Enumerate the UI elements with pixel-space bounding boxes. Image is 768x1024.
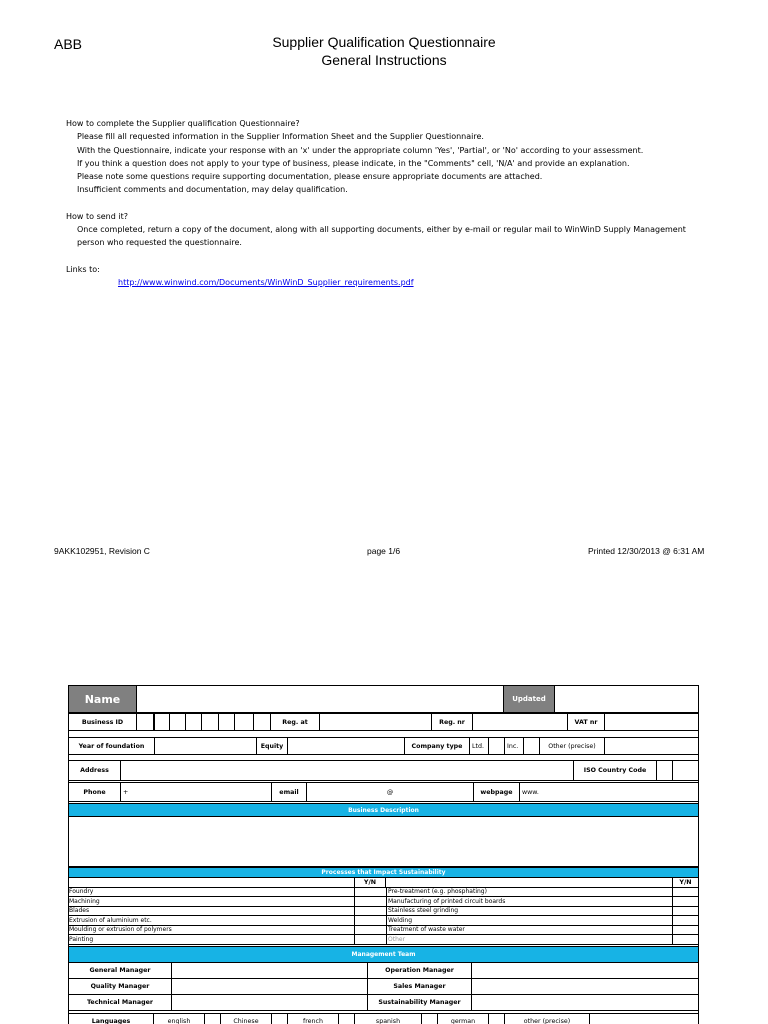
equity-label: Equity — [256, 737, 288, 755]
business-id-digit[interactable] — [185, 713, 202, 731]
page-number: page 1/6 — [367, 546, 401, 556]
language-french-check[interactable] — [338, 1013, 355, 1024]
process-yn-cell[interactable] — [672, 916, 699, 926]
updated-label: Updated — [503, 685, 555, 713]
language-other-field[interactable] — [589, 1013, 699, 1024]
email-field[interactable]: @ — [306, 782, 474, 802]
language-english-check[interactable] — [204, 1013, 221, 1024]
language-chinese-check[interactable] — [271, 1013, 288, 1024]
process-item: Welding — [386, 916, 673, 926]
company-type-inc[interactable]: Inc. — [504, 737, 524, 755]
instruction-line: If you think a question does not apply to your type of business, please indicate, in the "Comments" cell, 'N/A' and provide an explanation. — [77, 158, 630, 168]
company-type-other-field[interactable] — [604, 737, 699, 755]
process-yn-cell[interactable] — [672, 906, 699, 916]
year-of-foundation-field[interactable] — [154, 737, 257, 755]
business-id-digit[interactable] — [169, 713, 186, 731]
instruction-line: Please fill all requested information in the Supplier Information Sheet and the Supplier Questionnaire. — [77, 132, 484, 142]
business-description-header: Business Description — [68, 803, 699, 817]
management-team-header: Management Team — [68, 946, 699, 963]
phone-field[interactable]: + — [120, 782, 272, 802]
process-yn-cell[interactable] — [354, 925, 386, 935]
business-id-digit[interactable] — [201, 713, 219, 731]
business-id-digit[interactable] — [234, 713, 254, 731]
process-item: Pre-treatment (e.g. phosphating) — [386, 887, 673, 897]
address-label: Address — [68, 760, 121, 781]
sales-manager-field[interactable] — [471, 978, 699, 995]
process-yn-cell[interactable] — [354, 906, 386, 916]
processes-left-yn-header: Y/N — [354, 877, 386, 888]
printed-date: Printed 12/30/2013 @ 6:31 AM — [588, 546, 705, 556]
year-of-foundation-label: Year of foundation — [68, 737, 155, 755]
language-spanish[interactable]: spanish — [354, 1013, 422, 1024]
quality-manager-field[interactable] — [171, 978, 368, 995]
vat-nr-field[interactable] — [604, 713, 699, 731]
supplier-information-form — [68, 685, 699, 1024]
process-item: Moulding or extrusion of polymers — [68, 925, 355, 935]
company-type-ltd[interactable]: Ltd. — [469, 737, 489, 755]
links-label: Links to: — [66, 264, 100, 274]
page-title: Supplier Qualification Questionnaire — [272, 34, 496, 50]
page-subtitle: General Instructions — [321, 52, 447, 68]
process-yn-cell[interactable] — [354, 897, 386, 907]
process-yn-cell[interactable] — [354, 887, 386, 897]
phone-label: Phone — [68, 782, 121, 802]
updated-field[interactable] — [554, 685, 699, 713]
technical-manager-label: Technical Manager — [68, 994, 172, 1011]
sustainability-manager-label: Sustainability Manager — [367, 994, 472, 1011]
technical-manager-field[interactable] — [171, 994, 368, 1011]
instructions-question-send: How to send it? — [66, 211, 128, 221]
business-id-label: Business ID — [68, 713, 137, 731]
webpage-label: webpage — [473, 782, 520, 802]
process-item: Blades — [68, 906, 355, 916]
equity-field[interactable] — [287, 737, 405, 755]
process-yn-cell[interactable] — [354, 935, 386, 945]
company-name: ABB — [54, 36, 83, 52]
instruction-line: Please note some questions require supporting documentation, please ensure appropriate documents are attached. — [77, 172, 543, 182]
business-id-digit[interactable] — [218, 713, 235, 731]
email-label: email — [271, 782, 307, 802]
process-yn-cell[interactable] — [672, 887, 699, 897]
operation-manager-label: Operation Manager — [367, 962, 472, 979]
name-label: Name — [68, 685, 137, 713]
general-manager-field[interactable] — [171, 962, 368, 979]
company-type-other[interactable]: Other (precise) — [539, 737, 605, 755]
iso-country-code-label: ISO Country Code — [573, 760, 657, 781]
instructions-question-complete: How to complete the Supplier qualification Questionnaire? — [66, 119, 300, 128]
language-french[interactable]: french — [287, 1013, 339, 1024]
instruction-line: With the Questionnaire, indicate your response with an 'x' under the appropriate column 'Yes', 'Partial', or 'No' according to your assessment. — [77, 145, 644, 155]
business-description-field[interactable] — [68, 816, 699, 867]
language-spanish-check[interactable] — [421, 1013, 438, 1024]
process-item: Foundry — [68, 887, 355, 897]
process-item: Stainless steel grinding — [386, 906, 673, 916]
business-id-digit[interactable] — [136, 713, 154, 731]
sales-manager-label: Sales Manager — [367, 978, 472, 995]
process-yn-cell[interactable] — [354, 916, 386, 926]
instruction-line: Insufficient comments and documentation, may delay qualification. — [77, 185, 348, 195]
instruction-line: Once completed, return a copy of the document, along with all supporting documents, either by e-mail or regular mail to WinWinD Supply Management — [77, 225, 686, 235]
instruction-line: person who requested the questionnaire. — [77, 238, 242, 248]
quality-manager-label: Quality Manager — [68, 978, 172, 995]
processes-header: Processes that Impact Sustainability — [68, 867, 699, 878]
language-german[interactable]: german — [437, 1013, 489, 1024]
iso-country-code-char[interactable] — [656, 760, 673, 781]
processes-right-yn-header: Y/N — [672, 877, 699, 888]
process-yn-cell[interactable] — [672, 897, 699, 907]
process-yn-cell[interactable] — [672, 925, 699, 935]
business-id-digit[interactable] — [153, 713, 170, 731]
process-item: Painting — [68, 935, 355, 945]
address-field[interactable] — [120, 760, 574, 781]
company-type-inc-check[interactable] — [523, 737, 540, 755]
language-german-check[interactable] — [488, 1013, 505, 1024]
process-item-other[interactable]: Other — [386, 935, 673, 945]
business-id-digit[interactable] — [253, 713, 271, 731]
supplier-requirements-link[interactable]: http://www.winwind.com/Documents/WinWinD_Supplier_requirements.pdf — [118, 277, 414, 287]
language-english[interactable]: english — [153, 1013, 205, 1024]
process-yn-cell[interactable] — [672, 935, 699, 945]
name-field[interactable] — [136, 685, 504, 713]
vat-nr-label: VAT nr — [567, 713, 605, 731]
reg-nr-label: Reg. nr — [431, 713, 473, 731]
instructions — [66, 117, 726, 289]
process-item: Machining — [68, 897, 355, 907]
company-type-label: Company type — [404, 737, 470, 755]
operation-manager-field[interactable] — [471, 962, 699, 979]
company-type-ltd-check[interactable] — [488, 737, 505, 755]
processes-table — [68, 887, 699, 945]
language-other[interactable]: other (precise) — [504, 1013, 590, 1024]
languages-label: Languages — [68, 1013, 154, 1024]
reg-at-label: Reg. at — [270, 713, 320, 731]
document-id: 9AKK102951, Revision C — [54, 546, 150, 556]
process-item: Manufacturing of printed circuit boards — [386, 897, 673, 907]
process-item: Extrusion of aluminium etc. — [68, 916, 355, 926]
reg-at-field[interactable] — [319, 713, 432, 731]
general-manager-label: General Manager — [68, 962, 172, 979]
iso-country-code-char[interactable] — [672, 760, 699, 781]
language-chinese[interactable]: Chinese — [220, 1013, 272, 1024]
webpage-field[interactable]: www. — [519, 782, 699, 802]
sustainability-manager-field[interactable] — [471, 994, 699, 1011]
reg-nr-field[interactable] — [472, 713, 568, 731]
process-item: Treatment of waste water — [386, 925, 673, 935]
